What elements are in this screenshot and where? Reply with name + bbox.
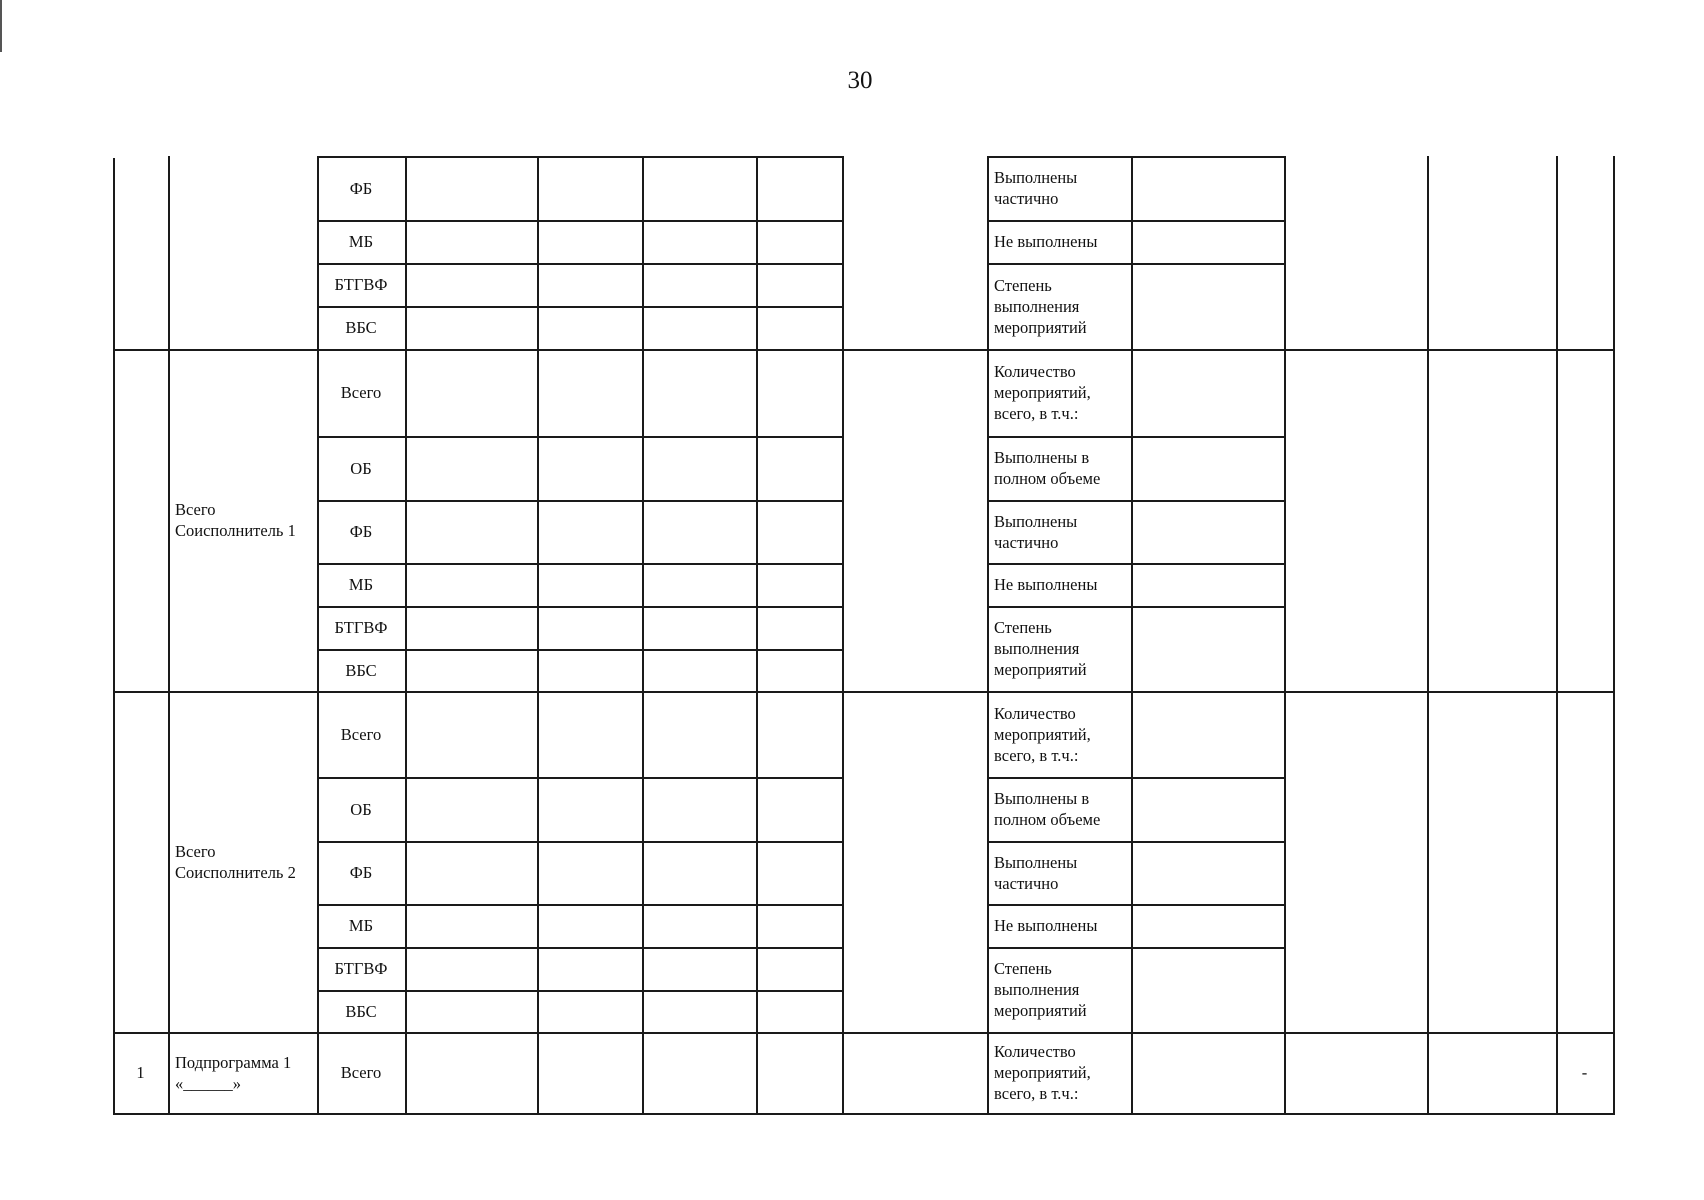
table-border-vertical [642,156,644,1113]
funding-source-label: ФБ [349,522,373,541]
status-label: Степень выполнения мероприятий [994,959,1087,1020]
funding-source-label: Всего [340,383,382,402]
status-label: Не выполнены [994,575,1098,594]
margin-mark [0,0,2,52]
status-label: Степень выполнения мероприятий [994,275,1087,337]
funding-source-label: ВБС [345,660,377,680]
table-border-vertical [537,156,539,1113]
funding-source-label: МБ [348,916,374,935]
funding-source-label: БТГВФ [334,959,388,978]
table-border-vertical [1131,156,1133,1113]
status-label: Выполнены частично [994,168,1078,208]
table-border-vertical [756,156,758,1113]
table-border-vertical [1284,156,1286,1113]
funding-source-label: МБ [348,232,374,251]
status-label: Не выполнены [994,916,1098,935]
table-border-vertical [1613,156,1615,1113]
funding-source-label: Всего [340,1063,382,1082]
funding-source-label: ФБ [349,863,373,882]
funding-source-label: БТГВФ [334,275,388,294]
table-border-vertical [1556,156,1558,1113]
funding-source-label: ОБ [350,799,372,819]
funding-source-label: Всего [340,724,382,744]
funding-source-label: ВБС [345,318,377,337]
funding-source-label: ВБС [345,1001,377,1021]
status-label: Выполнены в полном объеме [994,448,1101,488]
subprogram-name: Подпрограмма 1 «______» [175,1052,292,1093]
group-name: Всего Соисполнитель 2 [175,841,296,882]
status-label: Количество мероприятий, всего, в т.ч.: [994,362,1091,423]
funding-source-label: БТГВФ [334,618,388,637]
table-border-vertical [405,156,407,1113]
table-border-vertical [842,156,844,1113]
page-number: 30 [847,67,873,94]
status-label: Количество мероприятий, всего, в т.ч.: [994,703,1091,765]
group-name: Всего Соисполнитель 1 [175,500,296,540]
row-number: 1 [136,1063,145,1082]
status-label: Выполнены в полном объеме [994,789,1101,829]
dash-value: - [1581,1063,1588,1082]
funding-source-label: МБ [348,575,374,594]
status-label: Выполнены частично [994,852,1078,893]
table-border-vertical [1132,1032,1134,1113]
table-border-vertical [113,158,115,1113]
table-border-horizontal [113,1113,1615,1115]
funding-source-label: ОБ [350,458,372,478]
status-label: Выполнены частично [994,511,1078,552]
status-label: Количество мероприятий, всего, в т.ч.: [994,1042,1091,1103]
table-border-vertical [1427,156,1429,1113]
status-label: Не выполнены [994,232,1098,251]
status-label: Степень выполнения мероприятий [994,618,1087,679]
funding-source-label: ФБ [349,178,373,198]
